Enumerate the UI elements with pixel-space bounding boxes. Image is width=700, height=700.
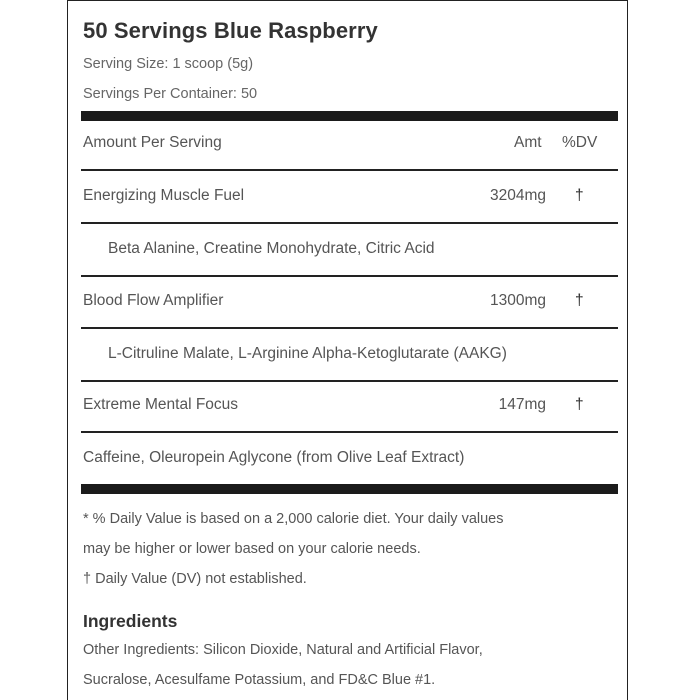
divider: [81, 380, 618, 382]
thick-divider-top: [81, 111, 618, 121]
thick-divider-bottom: [81, 484, 618, 494]
divider: [81, 431, 618, 433]
divider: [81, 222, 618, 224]
footnote-calorie-needs: may be higher or lower based on your calorie needs.: [83, 541, 421, 557]
divider: [81, 327, 618, 329]
amount-per-serving-header: Amount Per Serving: [83, 134, 222, 151]
nutrient-ingredients: Beta Alanine, Creatine Monohydrate, Citric Acid: [108, 240, 435, 257]
other-ingredients-line-1: Other Ingredients: Silicon Dioxide, Natural and Artificial Flavor,: [83, 642, 483, 658]
nutrient-dv: †: [575, 187, 584, 204]
servings-per-container: Servings Per Container: 50: [83, 86, 258, 102]
footnote-dv-not-established: † Daily Value (DV) not established.: [83, 571, 307, 587]
nutrient-name: Extreme Mental Focus: [83, 396, 239, 413]
nutrient-dv: †: [575, 396, 584, 413]
footnote-daily-value: * % Daily Value is based on a 2,000 calorie diet. Your daily values: [83, 511, 504, 527]
nutrient-amount: 3204mg: [489, 187, 546, 204]
nutrient-dv: †: [575, 292, 584, 309]
nutrient-name: Energizing Muscle Fuel: [83, 187, 245, 204]
product-title: 50 Servings Blue Raspberry: [83, 18, 378, 43]
nutrient-name: Blood Flow Amplifier: [83, 292, 224, 309]
amt-header: Amt: [514, 134, 542, 151]
dv-header: %DV: [562, 134, 598, 151]
divider: [81, 169, 618, 171]
nutrient-ingredients: Caffeine, Oleuropein Aglycone (from Olive Leaf Extract): [83, 449, 465, 466]
serving-size: Serving Size: 1 scoop (5g): [83, 56, 254, 72]
divider: [81, 275, 618, 277]
nutrient-amount: 147mg: [498, 396, 546, 413]
nutrient-ingredients: L-Citruline Malate, L-Arginine Alpha-Ketoglutarate (AAKG): [108, 345, 507, 362]
other-ingredients-line-2: Sucralose, Acesulfame Potassium, and FD&C Blue #1.: [83, 672, 436, 688]
ingredients-heading: Ingredients: [83, 611, 178, 631]
nutrient-amount: 1300mg: [489, 292, 546, 309]
